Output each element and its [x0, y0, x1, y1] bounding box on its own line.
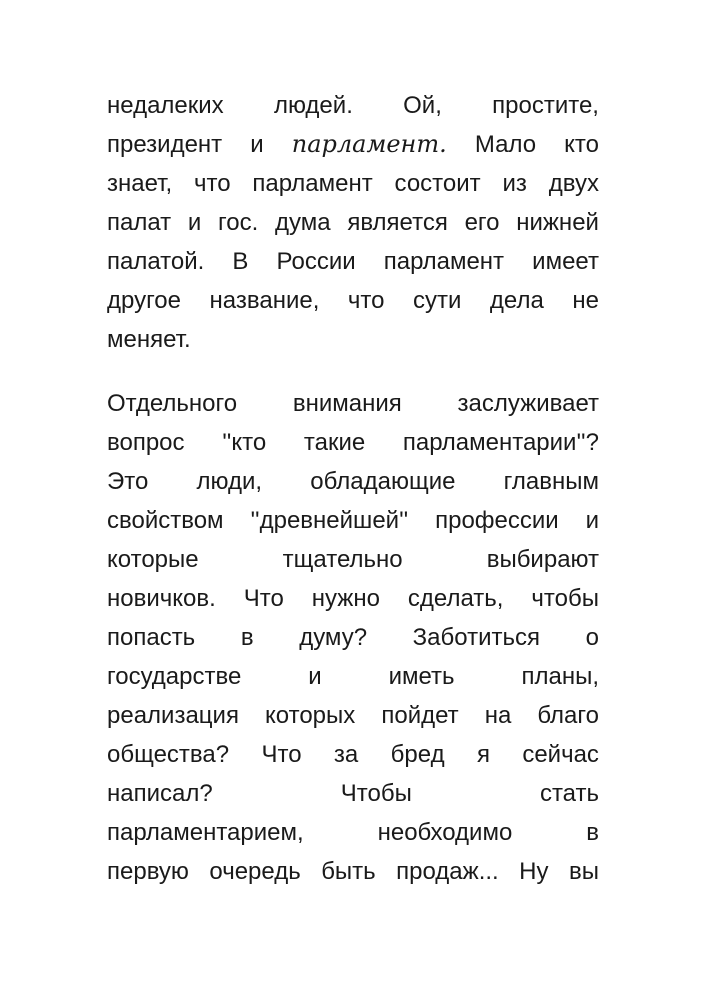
- word: Заботиться: [412, 624, 540, 651]
- word: и: [585, 507, 599, 534]
- word: вы: [568, 858, 599, 885]
- word: которых: [265, 702, 356, 729]
- word: очередь: [209, 858, 301, 885]
- word: двух: [548, 170, 599, 197]
- text-line: [107, 657, 599, 696]
- word: реализация: [107, 702, 239, 729]
- word: государстве: [107, 663, 242, 690]
- word: необходимо: [377, 819, 513, 846]
- word: Что: [261, 741, 302, 768]
- word: дума: [275, 209, 331, 236]
- word: Что: [243, 585, 284, 612]
- word: Чтобы: [340, 780, 412, 807]
- text-line: [107, 618, 599, 657]
- word: знает,: [107, 170, 173, 197]
- word: гос.: [218, 209, 259, 236]
- word: является: [347, 209, 448, 236]
- word: людей.: [273, 92, 353, 119]
- word: палатой.: [107, 248, 205, 275]
- text-line: [107, 320, 599, 359]
- text-line: [107, 242, 599, 281]
- word: что: [193, 170, 231, 197]
- word: и: [187, 209, 202, 236]
- text-line: [107, 125, 599, 164]
- word: благо: [537, 702, 599, 729]
- text-line: [107, 852, 599, 891]
- text-line: [107, 774, 599, 813]
- text-line: [107, 735, 599, 774]
- word: чтобы: [531, 585, 599, 612]
- word: о: [585, 624, 599, 651]
- text-line: [107, 501, 599, 540]
- text-line: [107, 384, 599, 423]
- word: парламентарием,: [107, 819, 304, 846]
- text-line: [107, 540, 599, 579]
- text-line: [107, 164, 599, 203]
- word: состоит: [394, 170, 481, 197]
- word: свойством: [107, 507, 224, 534]
- word: продаж...: [396, 858, 499, 885]
- word: название,: [209, 287, 320, 314]
- word: первую: [107, 858, 189, 885]
- word: профессии: [435, 507, 559, 534]
- word: вопрос: [107, 429, 185, 456]
- word: России: [276, 248, 356, 275]
- word: имеет: [532, 248, 599, 275]
- word: из: [502, 170, 527, 197]
- paragraph: [107, 86, 599, 359]
- word: на: [484, 702, 512, 729]
- text-line: [107, 423, 599, 462]
- paragraph: [107, 384, 599, 891]
- word: нижней: [516, 209, 599, 236]
- word: обладающие: [310, 468, 456, 495]
- word: общества?: [107, 741, 230, 768]
- word: в: [586, 819, 599, 846]
- word: главным: [503, 468, 599, 495]
- word: кто: [564, 131, 599, 158]
- word: нужно: [311, 585, 380, 612]
- word: ''древнейшей'': [250, 507, 409, 534]
- word: быть: [321, 858, 376, 885]
- word: парламент.: [291, 130, 447, 158]
- text-line: [107, 203, 599, 242]
- text-line: [107, 696, 599, 735]
- word: в: [240, 624, 254, 651]
- word: не: [572, 287, 599, 314]
- word: дела: [489, 287, 544, 314]
- word: ''кто: [222, 429, 267, 456]
- text-line: [107, 281, 599, 320]
- word: парламент: [252, 170, 373, 197]
- word: и: [250, 131, 264, 158]
- word: Ну: [519, 858, 549, 885]
- word: бред: [390, 741, 445, 768]
- document-page: [107, 86, 599, 916]
- word: недалеких: [107, 92, 224, 119]
- word: выбирают: [486, 546, 599, 573]
- text-line: [107, 813, 599, 852]
- word: написал?: [107, 780, 213, 807]
- word: сейчас: [522, 741, 599, 768]
- word: Отдельного: [107, 390, 238, 417]
- word: тщательно: [282, 546, 403, 573]
- word: палат: [107, 209, 172, 236]
- word: парламентарии''?: [402, 429, 599, 456]
- word: заслуживает: [457, 390, 599, 417]
- word: его: [464, 209, 500, 236]
- word: новичков.: [107, 585, 216, 612]
- word: люди,: [196, 468, 263, 495]
- word: стать: [539, 780, 599, 807]
- word: сути: [412, 287, 462, 314]
- word: парламент: [383, 248, 505, 275]
- word: сделать,: [407, 585, 504, 612]
- word: Мало: [474, 131, 537, 158]
- word: Ой,: [403, 92, 442, 119]
- word: думу?: [299, 624, 368, 651]
- word: простите,: [492, 92, 599, 119]
- word: за: [333, 741, 359, 768]
- text-line: [107, 579, 599, 618]
- word: такие: [303, 429, 366, 456]
- word: попасть: [107, 624, 196, 651]
- word: внимания: [292, 390, 402, 417]
- word: президент: [107, 131, 223, 158]
- word: пойдет: [381, 702, 459, 729]
- word: которые: [107, 546, 199, 573]
- word: и: [308, 663, 322, 690]
- word: меняет.: [107, 326, 191, 353]
- text-line: [107, 86, 599, 125]
- word: В: [232, 248, 249, 275]
- word: Это: [107, 468, 149, 495]
- text-line: [107, 462, 599, 501]
- word: другое: [107, 287, 182, 314]
- word: что: [347, 287, 385, 314]
- word: я: [476, 741, 490, 768]
- word: планы,: [521, 663, 599, 690]
- word: иметь: [388, 663, 455, 690]
